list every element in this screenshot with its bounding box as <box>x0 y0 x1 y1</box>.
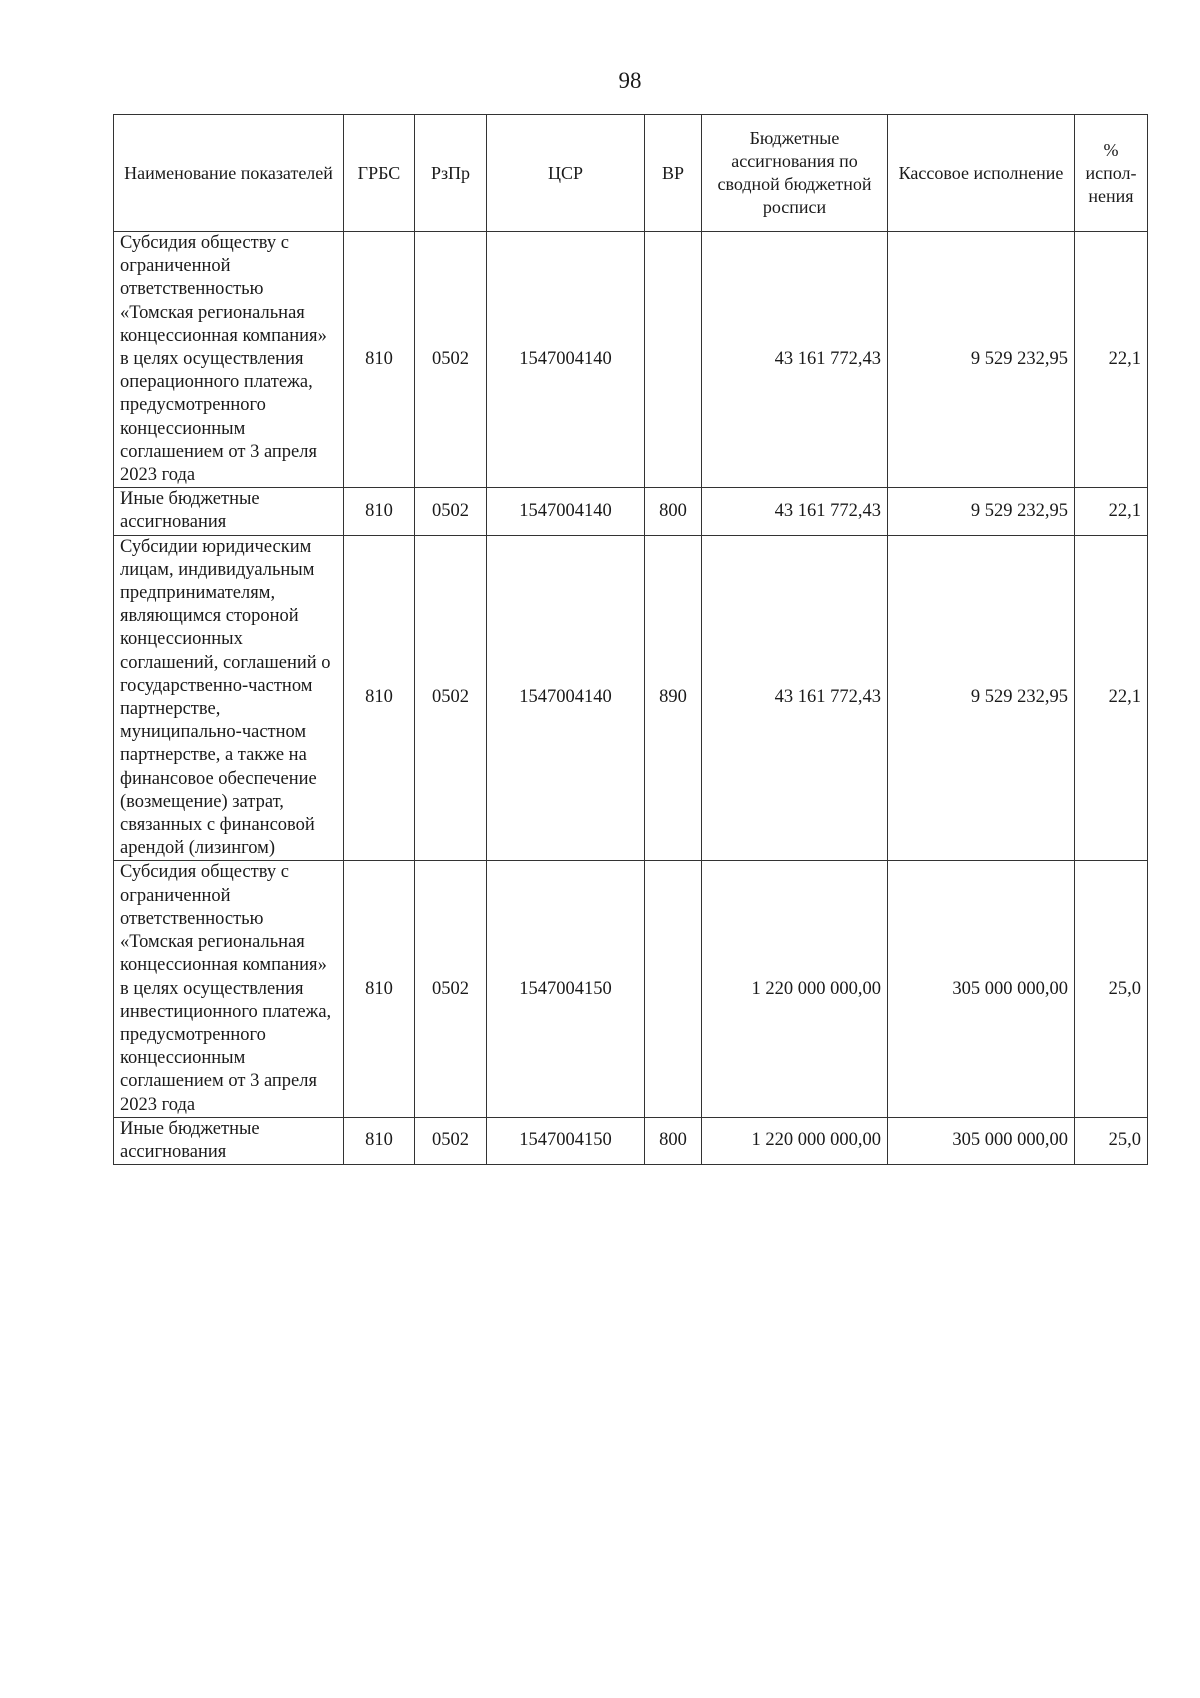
row-grbs: 810 <box>344 232 415 488</box>
row-name: Иные бюджетные ассигнования <box>114 1117 344 1164</box>
header-cash-execution: Кассовое исполнение <box>888 115 1075 232</box>
row-assignments: 43 161 772,43 <box>702 535 888 861</box>
header-assignments: Бюджетные ассигнования по сводной бюджетной росписи <box>702 115 888 232</box>
header-percent: % испол-нения <box>1075 115 1148 232</box>
row-cash-execution: 305 000 000,00 <box>888 1117 1075 1164</box>
row-csr: 1547004140 <box>487 488 645 535</box>
row-csr: 1547004150 <box>487 861 645 1117</box>
row-percent: 25,0 <box>1075 861 1148 1117</box>
row-rzpr: 0502 <box>415 861 487 1117</box>
header-rzpr: РзПр <box>415 115 487 232</box>
table-row <box>114 488 1148 535</box>
row-cash-execution: 305 000 000,00 <box>888 861 1075 1117</box>
row-grbs: 810 <box>344 488 415 535</box>
row-csr: 1547004140 <box>487 535 645 861</box>
table-row <box>114 1117 1148 1164</box>
table-row <box>114 861 1148 1117</box>
header-grbs: ГРБС <box>344 115 415 232</box>
page-number: 98 <box>618 68 642 93</box>
row-assignments: 1 220 000 000,00 <box>702 861 888 1117</box>
row-name: Субсидии юридическим лицам, индивидуальным предпринимателям, являющимся стороной концессионных соглашений, соглашений о государственно-частном партнерстве, муниципально-частном партнерстве, а также на финансовое обеспечение (возмещение) затрат, связанных с финансовой арендой (лизингом) <box>114 535 344 861</box>
row-name: Субсидия обществу с ограниченной ответственностью «Томская региональная концессионная компания» в целях осуществления инвестиционного платежа, предусмотренного концессионным соглашением от 3 апреля 2023 года <box>114 861 344 1117</box>
row-cash-execution: 9 529 232,95 <box>888 488 1075 535</box>
row-rzpr: 0502 <box>415 488 487 535</box>
row-csr: 1547004140 <box>487 232 645 488</box>
row-vr: 890 <box>645 535 702 861</box>
row-vr: 800 <box>645 488 702 535</box>
row-rzpr: 0502 <box>415 535 487 861</box>
row-grbs: 810 <box>344 861 415 1117</box>
budget-table <box>113 114 1148 1165</box>
table-row <box>114 535 1148 861</box>
row-vr <box>645 861 702 1117</box>
row-percent: 22,1 <box>1075 488 1148 535</box>
table-header-row <box>114 115 1148 232</box>
row-assignments: 1 220 000 000,00 <box>702 1117 888 1164</box>
header-vr: ВР <box>645 115 702 232</box>
row-percent: 25,0 <box>1075 1117 1148 1164</box>
header-csr: ЦСР <box>487 115 645 232</box>
row-cash-execution: 9 529 232,95 <box>888 232 1075 488</box>
row-assignments: 43 161 772,43 <box>702 488 888 535</box>
row-percent: 22,1 <box>1075 232 1148 488</box>
row-name: Иные бюджетные ассигнования <box>114 488 344 535</box>
row-assignments: 43 161 772,43 <box>702 232 888 488</box>
row-grbs: 810 <box>344 1117 415 1164</box>
row-vr <box>645 232 702 488</box>
row-name: Субсидия обществу с ограниченной ответственностью «Томская региональная концессионная компания» в целях осуществления операционного платежа, предусмотренного концессионным соглашением от 3 апреля 2023 года <box>114 232 344 488</box>
header-name: Наименование показателей <box>114 115 344 232</box>
row-rzpr: 0502 <box>415 1117 487 1164</box>
row-csr: 1547004150 <box>487 1117 645 1164</box>
row-rzpr: 0502 <box>415 232 487 488</box>
row-percent: 22,1 <box>1075 535 1148 861</box>
row-grbs: 810 <box>344 535 415 861</box>
row-cash-execution: 9 529 232,95 <box>888 535 1075 861</box>
table-row <box>114 232 1148 488</box>
row-vr: 800 <box>645 1117 702 1164</box>
